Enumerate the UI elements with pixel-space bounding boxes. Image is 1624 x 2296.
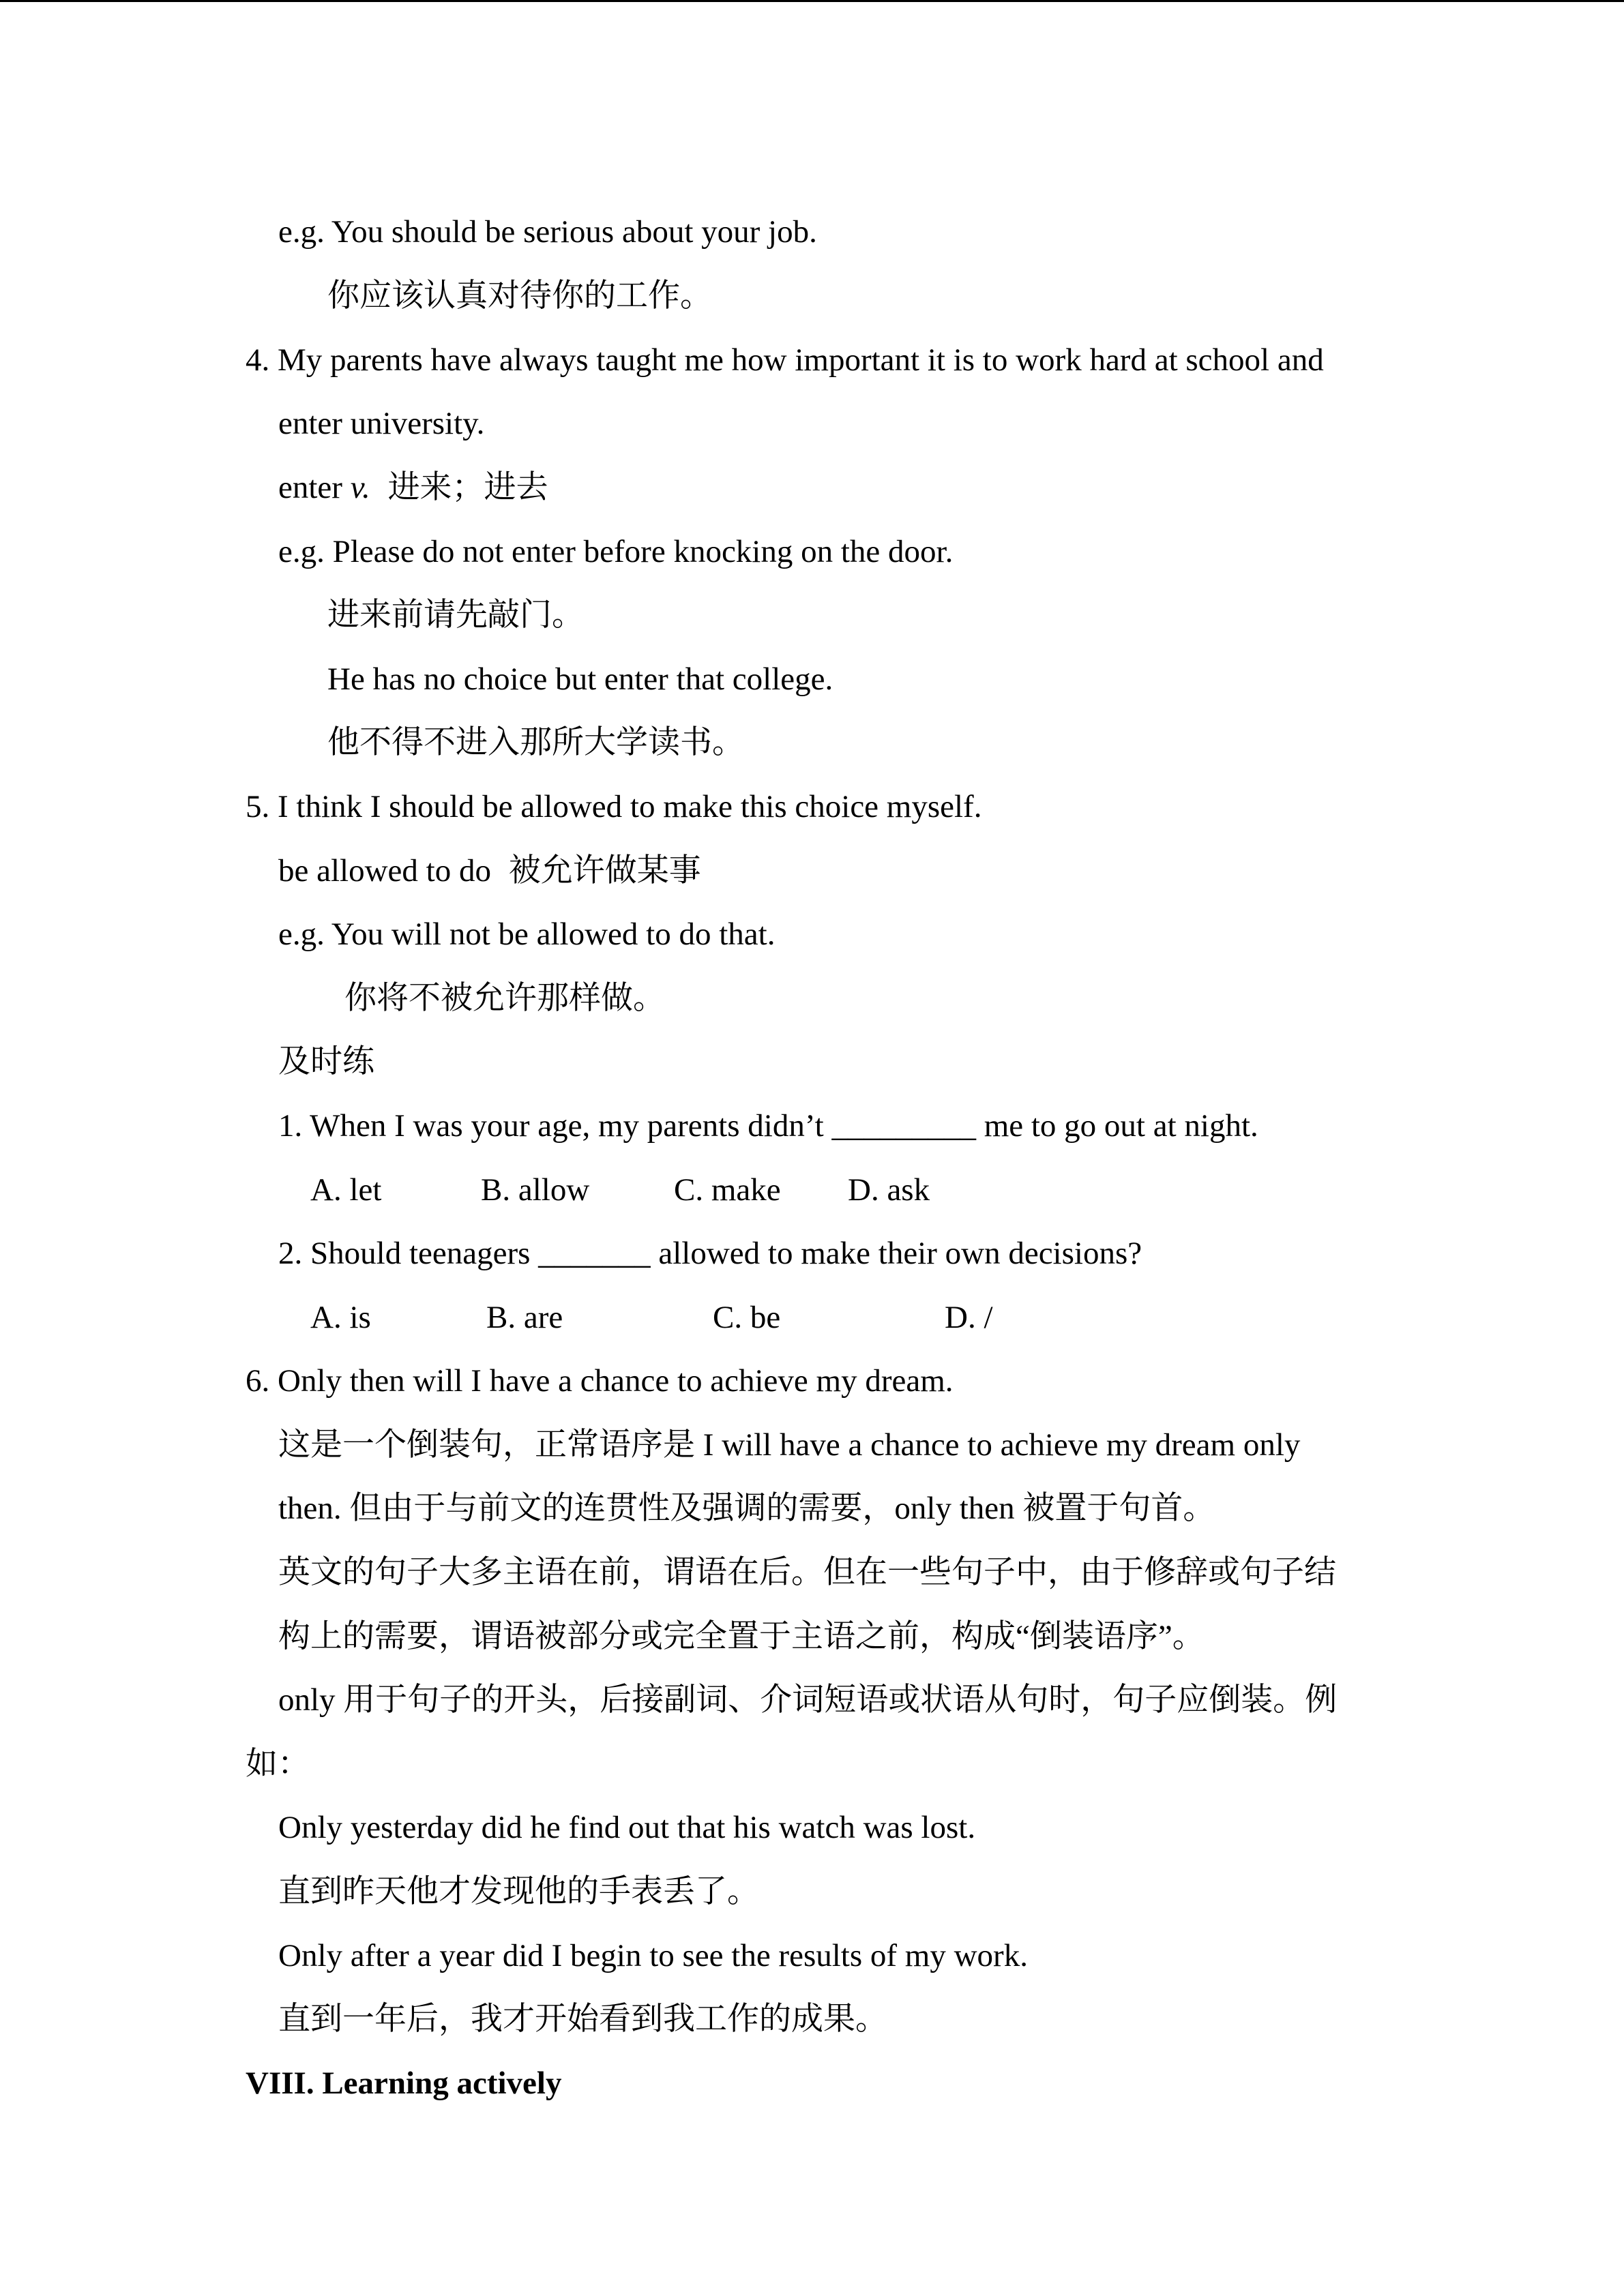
option-c: C. be: [713, 1300, 781, 1335]
item6-note-line2: then. 但由于与前文的连贯性及强调的需要，only then 被置于句首。: [278, 1491, 1215, 1526]
option-d: D. /: [945, 1300, 993, 1335]
item6-note-line1: 这是一个倒装句，正常语序是 I will have a chance to achieve my dream only: [278, 1427, 1301, 1463]
item6-note-line3: 英文的句子大多主语在前，谓语在后。但在一些句子中，由于修辞或句子结: [278, 1555, 1336, 1590]
option-d: D. ask: [848, 1172, 930, 1208]
item4-example2-en: He has no choice but enter that college.: [327, 661, 833, 697]
option-b: B. are: [486, 1300, 563, 1335]
item4-vocab-entry: [278, 467, 548, 508]
section-heading: VIII. Learning actively: [246, 2066, 562, 2101]
phrase-meaning: 被允许做某事: [508, 853, 701, 889]
item3-example-zh: 你应该认真对待你的工作。: [327, 278, 712, 314]
item5-example-zh: 你将不被允许那样做。: [344, 981, 665, 1016]
item6-sentence: 6. Only then will I have a chance to achieve my dream.: [246, 1363, 954, 1399]
item4-example-en: e.g. Please do not enter before knocking on the door.: [278, 534, 954, 569]
question-1-options: [310, 1169, 930, 1210]
item6-example1-zh: 直到昨天他才发现他的手表丢了。: [278, 1874, 759, 1909]
item5-phrase-entry: [278, 850, 701, 891]
part-of-speech: v.: [350, 470, 370, 505]
phrase: be allowed to do: [278, 853, 491, 889]
vocab-meaning: 进来；进去: [387, 470, 548, 505]
option-a: A. is: [310, 1300, 371, 1335]
vocab-word: enter: [278, 470, 342, 505]
item6-note-line5: only 用于句子的开头，后接副词、介词短语或状语从句时，句子应倒装。例: [278, 1682, 1338, 1718]
item4-example-zh: 进来前请先敲门。: [327, 597, 584, 633]
item4-sentence-line2: enter university.: [278, 406, 485, 441]
item4-example2-zh: 他不得不进入那所大学读书。: [327, 725, 744, 760]
question-1-stem: 1. When I was your age, my parents didn’t _________ me to go out at night.: [278, 1108, 1258, 1144]
item6-example2-en: Only after a year did I begin to see the results of my work.: [278, 1938, 1028, 1973]
question-2-options: [310, 1297, 993, 1338]
item3-example-en: e.g. You should be serious about your job.: [278, 214, 817, 250]
item5-sentence: 5. I think I should be allowed to make this choice myself.: [246, 789, 982, 824]
item6-example1-en: Only yesterday did he find out that his watch was lost.: [278, 1810, 976, 1845]
item6-note-line6: 如：: [246, 1746, 310, 1782]
question-2-stem: 2. Should teenagers _______ allowed to make their own decisions?: [278, 1236, 1142, 1271]
practice-title: 及时练: [278, 1044, 374, 1079]
item4-sentence-line1: 4. My parents have always taught me how important it is to work hard at school and: [246, 342, 1324, 378]
item6-note-line4: 构上的需要，谓语被部分或完全置于主语之前，构成“倒装语序”。: [278, 1619, 1205, 1654]
option-a: A. let: [310, 1172, 382, 1208]
item5-example-en: e.g. You will not be allowed to do that.: [278, 916, 776, 952]
option-c: C. make: [674, 1172, 781, 1208]
option-b: B. allow: [481, 1172, 590, 1208]
item6-example2-zh: 直到一年后，我才开始看到我工作的成果。: [278, 2001, 887, 2037]
